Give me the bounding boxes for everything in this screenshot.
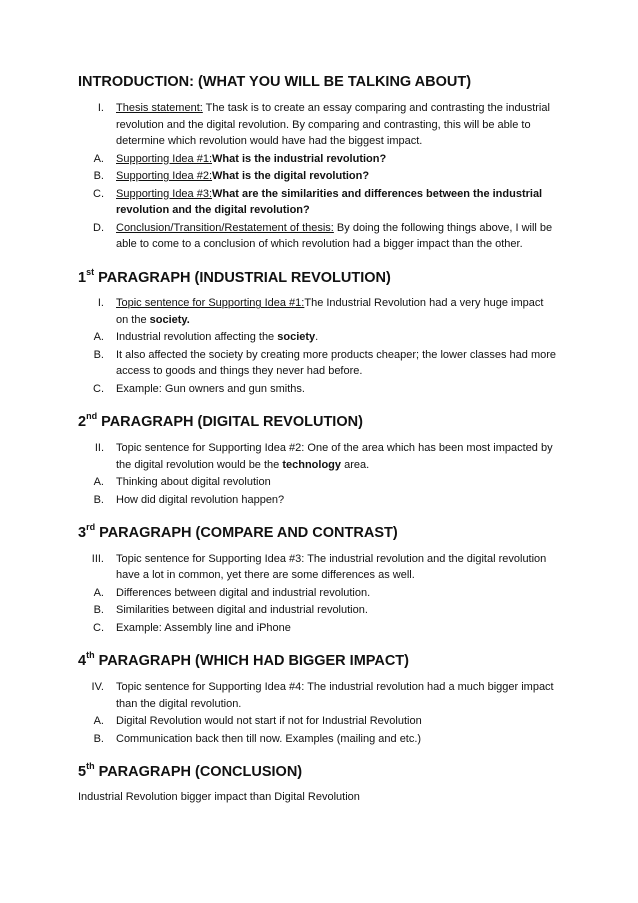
topic-sentence-1 (78, 295, 558, 328)
list-marker: B. (93, 493, 104, 506)
paragraph-5-heading (78, 757, 558, 782)
item-text: Communication back then till now. Examples (mailing and etc.) (116, 732, 422, 745)
list-item (78, 492, 558, 509)
list-item (78, 620, 558, 637)
list-marker: C. (93, 187, 104, 200)
item-text: What is the digital revolution? (212, 170, 370, 182)
list-marker: C. (93, 621, 104, 634)
item-text: Thinking about digital revolution (116, 476, 271, 489)
list-item (78, 602, 558, 619)
list-marker: B. (93, 170, 104, 182)
item-text: It also affected the society by creating more products cheaper; the lower classes had more access to goods and things they never had before. (116, 348, 557, 378)
topic-sentence-4 (78, 679, 558, 712)
heading-text: PARAGRAPH (DIGITAL REVOLUTION) (97, 414, 363, 431)
list-item (78, 347, 558, 380)
list-marker: A. (93, 586, 104, 599)
list-item (78, 474, 558, 491)
item-label: Supporting Idea #2: (116, 170, 213, 182)
item-text: What are the similarities and differences between the industrial revolution and the digital revolution? (116, 187, 543, 216)
item-bold: technology (282, 458, 342, 471)
item-text: Topic sentence for Supporting Idea #4: The industrial revolution had a much bigger impact than the digital revolution. (116, 681, 554, 710)
heading-number: 2 (78, 414, 87, 431)
topic-sentence-2 (78, 440, 558, 473)
paragraph-5-section (78, 757, 558, 805)
heading-number: 3 (78, 524, 87, 541)
item-text: area. (341, 458, 370, 471)
topic-sentence-3 (78, 551, 558, 584)
item-label: Thesis statement: (116, 102, 203, 114)
paragraph-3-section (78, 518, 558, 636)
list-marker: II. (94, 442, 104, 455)
list-marker: IV. (91, 681, 104, 694)
heading-number: 4 (78, 653, 87, 670)
list-item (78, 585, 558, 602)
item-label: Supporting Idea #1: (116, 152, 213, 165)
list-marker: A. (93, 715, 104, 728)
paragraph-1-list (78, 295, 558, 397)
heading-ordinal: rd (86, 522, 96, 533)
item-text: How did digital revolution happen? (116, 493, 285, 506)
list-marker: I. (97, 102, 104, 114)
item-text: Example: Gun owners and gun smiths. (116, 382, 305, 395)
intro-heading: INTRODUCTION: (WHAT YOU WILL BE TALKING ABOUT) (78, 74, 472, 90)
list-marker: B. (93, 604, 104, 617)
item-text: The Industrial Revolution had a very huge impact on the (116, 297, 544, 326)
list-marker: III. (91, 552, 104, 565)
heading-ordinal: st (86, 266, 95, 277)
conclusion-item (78, 220, 558, 253)
thesis-item (78, 100, 558, 150)
heading-ordinal: nd (86, 411, 98, 422)
list-marker: I. (97, 297, 104, 310)
supporting-idea-1 (78, 151, 558, 168)
list-marker: A. (93, 476, 104, 489)
paragraph-4-heading (78, 646, 558, 671)
paragraph-2-heading (78, 407, 558, 432)
list-marker: B. (93, 732, 104, 745)
paragraph-2-section (78, 407, 558, 508)
heading-number: 5 (78, 764, 87, 781)
item-text: By doing the following things above, I will be able to come to a conclusion of which revolution had a bigger impact than the other. (116, 221, 553, 250)
item-bold: society (277, 331, 316, 344)
item-bold: society. (149, 313, 190, 326)
item-text: Example: Assembly line and iPhone (116, 621, 291, 634)
item-text: Differences between digital and industrial revolution. (116, 586, 371, 599)
list-item (78, 329, 558, 346)
paragraph-1-section (78, 263, 558, 398)
heading-number: 1 (78, 269, 87, 286)
item-text: Similarities between digital and industrial revolution. (116, 604, 368, 617)
paragraph-4-section (78, 646, 558, 747)
list-item (78, 731, 558, 748)
paragraph-3-list (78, 551, 558, 637)
item-text: . (315, 331, 319, 344)
outline-page (78, 72, 558, 805)
heading-text: PARAGRAPH (CONCLUSION) (94, 764, 303, 781)
list-item (78, 713, 558, 730)
supporting-idea-2 (78, 168, 558, 185)
heading-ordinal: th (86, 650, 95, 661)
list-marker: D. (93, 221, 104, 234)
intro-list (78, 100, 558, 253)
conclusion-text: Industrial Revolution bigger impact than Digital Revolution (78, 791, 360, 804)
heading-text: PARAGRAPH (WHICH HAD BIGGER IMPACT) (94, 653, 409, 670)
supporting-idea-3 (78, 186, 558, 219)
item-text: Topic sentence for Supporting Idea #2: One of the area which has been most impacted by the digital revolution would be the (116, 442, 553, 471)
item-text: Industrial revolution affecting the (116, 331, 278, 344)
list-item (78, 381, 558, 398)
list-marker: C. (93, 382, 104, 395)
list-marker: A. (93, 331, 104, 344)
item-text: Topic sentence for Supporting Idea #3: The industrial revolution and the digital revolution have a lot in common, yet there are some differences as well. (116, 552, 547, 582)
item-text: What is the industrial revolution? (212, 152, 387, 165)
heading-ordinal: th (86, 761, 95, 772)
item-text: Digital Revolution would not start if not for Industrial Revolution (116, 715, 422, 728)
list-marker: B. (93, 348, 104, 361)
paragraph-1-heading (78, 263, 558, 288)
item-label: Conclusion/Transition/Restatement of thesis: (116, 221, 334, 234)
paragraph-2-list (78, 440, 558, 508)
item-text: The task is to create an essay comparing and contrasting the industrial revolution and the digital revolution. By comparing and contrasting, this will be able to determine which revolution would have had the biggest impact. (116, 102, 550, 147)
heading-text: PARAGRAPH (INDUSTRIAL REVOLUTION) (94, 269, 391, 286)
paragraph-4-list (78, 679, 558, 747)
heading-text: PARAGRAPH (COMPARE AND CONTRAST) (95, 524, 398, 541)
paragraph-3-heading (78, 518, 558, 543)
item-label: Topic sentence for Supporting Idea #1: (116, 297, 305, 310)
item-label: Supporting Idea #3: (116, 187, 213, 200)
list-marker: A. (93, 152, 104, 165)
